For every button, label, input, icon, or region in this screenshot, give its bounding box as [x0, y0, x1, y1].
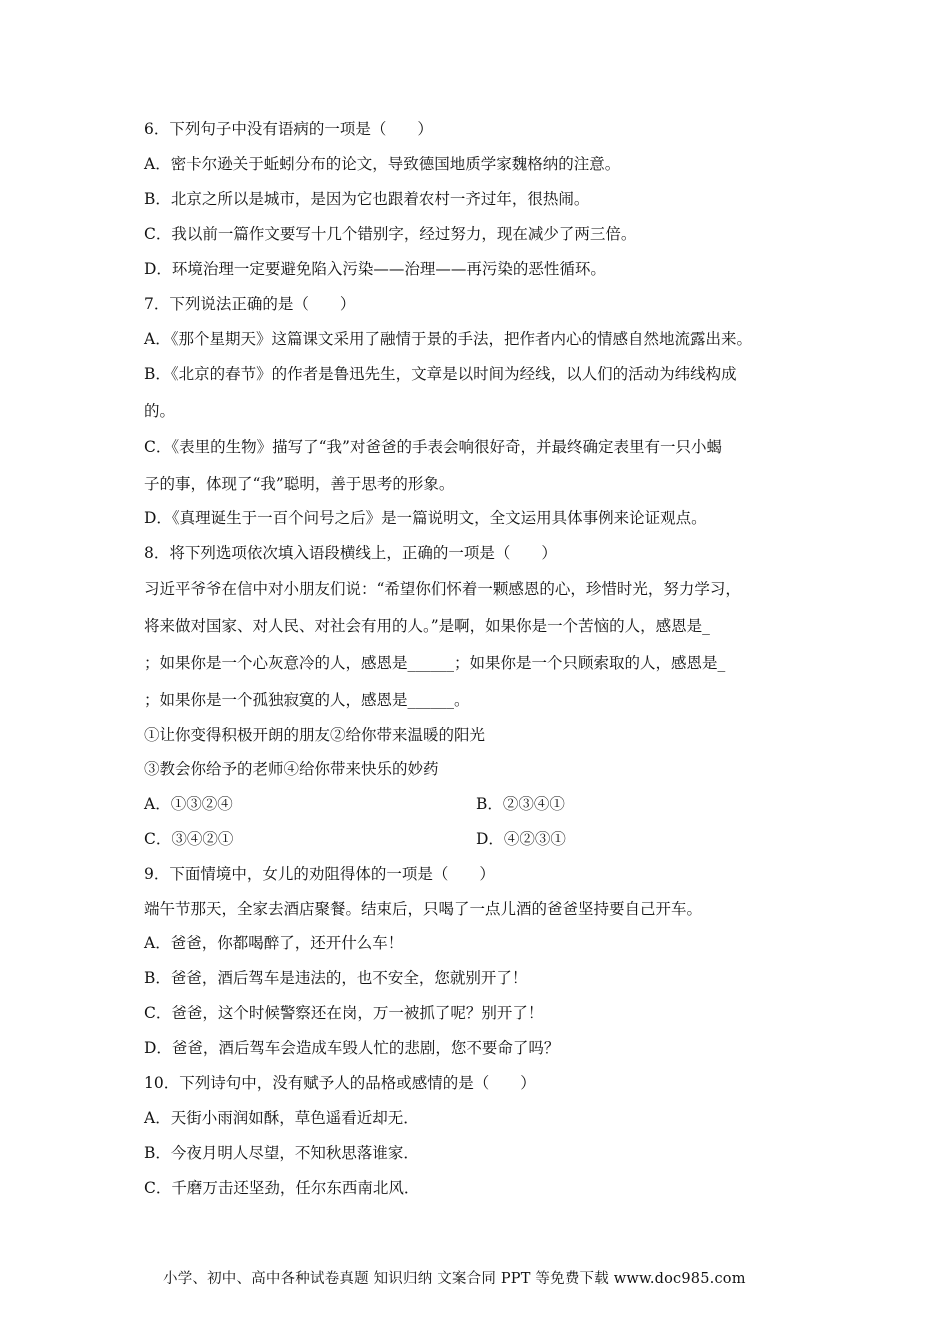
question-8-passage-line3: ；如果你是一个心灰意冷的人，感恩是______；如果你是一个只顾索取的人，感恩是_ — [144, 654, 726, 672]
question-9-context: 端午节那天，全家去酒店聚餐。结束后，只喝了一点儿酒的爸爸坚持要自己开车。 — [144, 900, 703, 918]
question-8-passage-line1: 习近平爷爷在信中对小朋友们说：“希望你们怀着一颗感恩的心，珍惜时光，努力学习， — [144, 580, 741, 598]
question-8-passage-line4: ；如果你是一个孤独寂寞的人，感恩是______。 — [144, 691, 470, 709]
question-7-option-a: A．《那个星期天》这篇课文采用了融情于景的手法，把作者内心的情感自然地流露出来。 — [144, 330, 752, 348]
question-6-option-a: A．密卡尔逊关于蚯蚓分布的论文，导致德国地质学家魏格纳的注意。 — [144, 155, 621, 173]
question-9-option-d: D．爸爸，酒后驾车会造成车毁人忙的悲剧，您不要命了吗？ — [144, 1039, 560, 1057]
question-9-stem: 9．下面情境中，女儿的劝阻得体的一项是（ ） — [144, 865, 495, 883]
question-7-option-d: D．《真理诞生于一百个问号之后》是一篇说明文，全文运用具体事例来论证观点。 — [144, 509, 707, 527]
question-10-stem: 10．下列诗句中，没有赋予人的品格或感情的是（ ） — [144, 1074, 536, 1092]
question-9-option-a: A．爸爸，你都喝醉了，还开什么车！ — [144, 934, 404, 952]
question-8-option-d: D．④②③① — [476, 830, 566, 848]
question-7-option-b-line2: 的。 — [144, 402, 176, 420]
question-9-option-b: B．爸爸，酒后驾车是违法的，也不安全，您就别开了！ — [144, 969, 528, 987]
question-6-option-b: B．北京之所以是城市，是因为它也跟着农村一齐过年，很热闹。 — [144, 190, 590, 208]
question-7-stem: 7．下列说法正确的是（ ） — [144, 295, 356, 313]
question-8-option-a: A．①③②④ — [144, 795, 233, 813]
question-8-choices-line2: ③教会你给予的老师④给你带来快乐的妙药 — [144, 760, 439, 778]
question-9-option-c: C．爸爸，这个时候警察还在岗，万一被抓了呢？别开了！ — [144, 1004, 544, 1022]
question-8-option-c: C．③④②① — [144, 830, 234, 848]
question-7-option-c-line2: 子的事，体现了“我”聪明，善于思考的形象。 — [144, 475, 455, 493]
question-8-stem: 8．将下列选项依次填入语段横线上，正确的一项是（ ） — [144, 544, 557, 562]
question-10-option-b: B．今夜月明人尽望，不知秋思落谁家． — [144, 1144, 419, 1162]
question-7-option-b-line1: B．《北京的春节》的作者是鲁迅先生，文章是以时间为经线，以人们的活动为纬线构成 — [144, 365, 737, 383]
question-8-passage-line2: 将来做对国家、对人民、对社会有用的人。”是啊，如果你是一个苦恼的人，感恩是_ — [144, 617, 710, 635]
question-8-option-b: B．②③④① — [476, 795, 565, 813]
question-8-choices-line1: ①让你变得积极开朗的朋友②给你带来温暖的阳光 — [144, 726, 486, 744]
question-10-option-a: A．天街小雨润如酥，草色遥看近却无． — [144, 1109, 419, 1127]
question-7-option-c-line1: C．《表里的生物》描写了“我”对爸爸的手表会响很好奇，并最终确定表里有一只小蝎 — [144, 438, 722, 456]
question-10-option-c: C．千磨万击还坚劲，任尔东西南北风． — [144, 1179, 420, 1197]
question-6-option-c: C．我以前一篇作文要写十几个错别字，经过努力，现在减少了两三倍。 — [144, 225, 637, 243]
question-6-option-d: D．环境治理一定要避免陷入污染——治理——再污染的恶性循环。 — [144, 260, 606, 278]
page-footer: 小学、初中、高中各种试卷真题 知识归纳 文案合同 PPT 等免费下载 www.doc985.com — [163, 1271, 746, 1287]
question-6-stem: 6．下列句子中没有语病的一项是（ ） — [144, 120, 433, 138]
